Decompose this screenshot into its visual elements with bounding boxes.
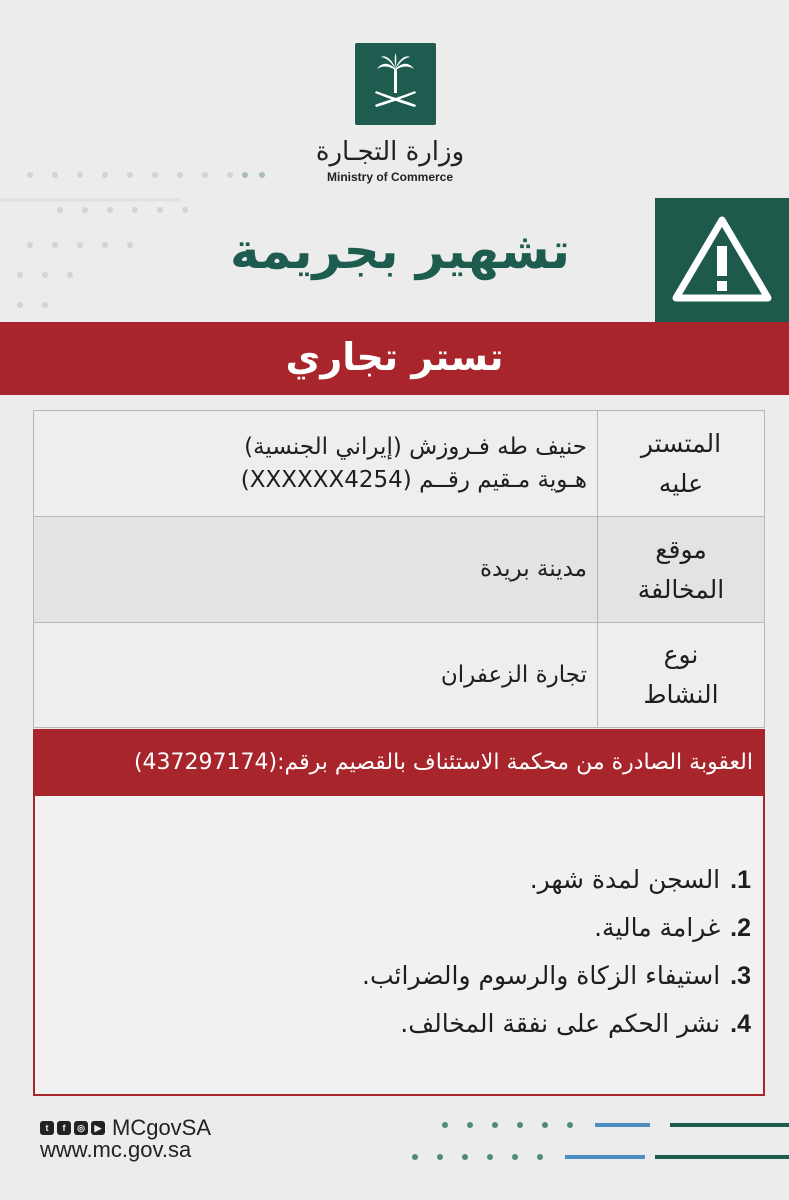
row-label bbox=[597, 517, 764, 622]
row-label bbox=[597, 411, 764, 516]
footer-decoration bbox=[400, 1110, 789, 1170]
table-row bbox=[34, 411, 764, 517]
social-handle[interactable]: MCgovSA bbox=[112, 1115, 212, 1140]
list-item: 3.استيفاء الزكاة والرسوم والضرائب. bbox=[362, 961, 751, 990]
ministry-name-arabic: وزارة التجـارة bbox=[315, 137, 465, 167]
table-row bbox=[34, 623, 764, 727]
instagram-icon[interactable]: ◎ bbox=[74, 1121, 88, 1135]
value-line: مدينة بريدة bbox=[480, 556, 587, 582]
ministry-logo bbox=[355, 43, 436, 125]
violation-details-table bbox=[33, 410, 765, 728]
label-line: المتستر bbox=[640, 428, 722, 458]
warning-icon bbox=[655, 198, 789, 322]
row-value bbox=[34, 517, 597, 622]
facebook-icon[interactable]: f bbox=[57, 1121, 71, 1135]
page-title: تشهير بجريمة bbox=[229, 222, 571, 280]
twitter-icon[interactable]: t bbox=[40, 1121, 54, 1135]
row-value bbox=[34, 411, 597, 516]
value-line: حنيف طه فـروزش (إيراني الجنسية) bbox=[244, 433, 587, 460]
label-line: عليه bbox=[658, 468, 704, 498]
row-value bbox=[34, 623, 597, 727]
youtube-icon[interactable]: ▶ bbox=[91, 1121, 105, 1135]
label-line: نوع bbox=[663, 640, 699, 669]
list-item: 1.السجن لمدة شهر. bbox=[529, 865, 751, 894]
value-line: هـوية مـقيم رقــم (XXXXXX4254) bbox=[240, 466, 587, 493]
website-link[interactable]: www.mc.gov.sa bbox=[40, 1137, 192, 1162]
penalty-list-box bbox=[33, 796, 765, 1096]
warning-panel bbox=[655, 198, 789, 322]
list-item: 4.نشر الحكم على نفقة المخالف. bbox=[400, 1009, 751, 1038]
ministry-name-english: Ministry of Commerce bbox=[326, 170, 454, 184]
table-row bbox=[34, 517, 764, 623]
label-line: موقع bbox=[655, 534, 707, 564]
label-line: النشاط bbox=[643, 680, 719, 709]
subtitle: تستر تجاري bbox=[285, 335, 504, 379]
penalty-list bbox=[362, 856, 751, 1048]
penalty-header: العقوبة الصادرة من محكمة الاستئناف بالقصيم برقم:(437297174) bbox=[33, 729, 765, 796]
row-label bbox=[597, 623, 764, 727]
value-line: تجارة الزعفران bbox=[440, 661, 587, 688]
label-line: المخالفة bbox=[637, 574, 725, 604]
list-item: 2.غرامة مالية. bbox=[594, 913, 751, 942]
